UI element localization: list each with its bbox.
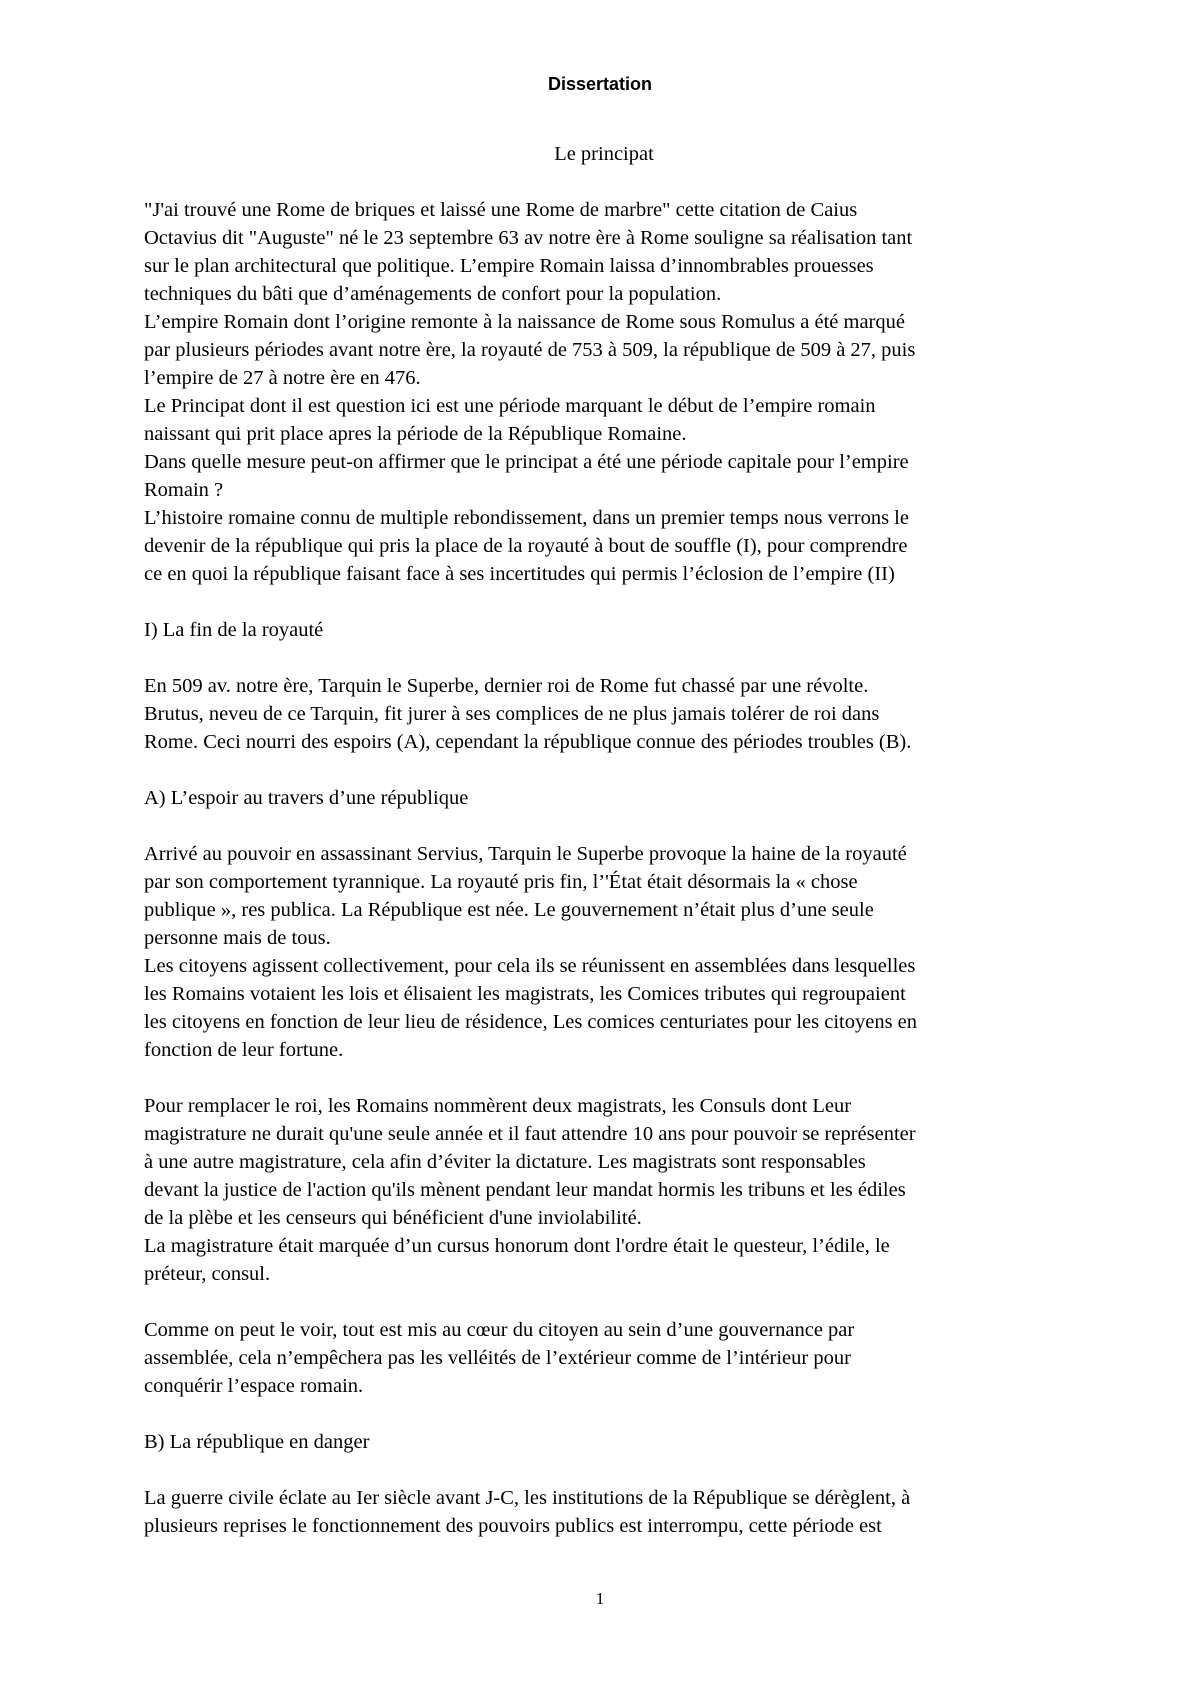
text-line: de la plèbe et les censeurs qui bénéficient d'une inviolabilité. [144, 1207, 642, 1229]
document-header: Dissertation [547, 74, 653, 94]
text-line: les citoyens en fonction de leur lieu de résidence, Les comices centuriates pour les citoyens en [144, 1011, 918, 1033]
text-line: Le Principat dont il est question ici est une période marquant le début de l’empire romain [144, 395, 876, 417]
text-line: Romain ? [144, 479, 224, 501]
part-a-paragraph-5 [144, 1316, 1064, 1400]
text-line: publique », res publica. La République est née. Le gouvernement n’était plus d’une seule [144, 899, 874, 921]
text-line: par son comportement tyrannique. La royauté pris fin, l’'État était désormais la « chose [144, 871, 858, 893]
intro-paragraph-2 [144, 308, 1064, 392]
text-line: personne mais de tous. [144, 927, 331, 949]
text-line: naissant qui prit place apres la période de la République Romaine. [144, 423, 687, 445]
text-line: assemblée, cela n’empêchera pas les velléités de l’extérieur comme de l’intérieur pour [144, 1347, 851, 1369]
text-line: "J'ai trouvé une Rome de briques et laissé une Rome de marbre" cette citation de Caius [144, 199, 858, 221]
text-line: En 509 av. notre ère, Tarquin le Superbe, dernier roi de Rome fut chassé par une révolte. [144, 675, 869, 697]
section-heading-part-one: I) La fin de la royauté [144, 619, 324, 641]
document-body [144, 140, 1064, 1540]
part-one-paragraph-1 [144, 672, 1064, 756]
part-a-paragraph-3 [144, 1092, 1064, 1232]
text-line: Les citoyens agissent collectivement, pour cela ils se réunissent en assemblées dans lesquelles [144, 955, 916, 977]
spacer [144, 1064, 1064, 1092]
text-line: L’empire Romain dont l’origine remonte à la naissance de Rome sous Romulus a été marqué [144, 311, 905, 333]
text-line: Arrivé au pouvoir en assassinant Servius, Tarquin le Superbe provoque la haine de la royauté [144, 843, 907, 865]
section-heading-part-a: A) L’espoir au travers d’une république [144, 787, 469, 809]
intro-paragraph-1 [144, 196, 1064, 308]
text-line: L’histoire romaine connu de multiple rebondissement, dans un premier temps nous verrons le [144, 507, 909, 529]
text-line: La guerre civile éclate au Ier siècle avant J-C, les institutions de la République se dérèglent, à [144, 1487, 911, 1509]
text-line: à une autre magistrature, cela afin d’éviter la dictature. Les magistrats sont responsables [144, 1151, 866, 1173]
text-line: Comme on peut le voir, tout est mis au cœur du citoyen au sein d’une gouvernance par [144, 1319, 855, 1341]
spacer [144, 756, 1064, 784]
part-a-paragraph-2 [144, 952, 1064, 1064]
part-b-paragraph-1 [144, 1484, 1064, 1540]
document-subtitle: Le principat [554, 143, 654, 165]
text-line: techniques du bâti que d’aménagements de confort pour la population. [144, 283, 722, 305]
spacer [144, 1288, 1064, 1316]
spacer [144, 168, 1064, 196]
text-line: plusieurs reprises le fonctionnement des pouvoirs publics est interrompu, cette période est [144, 1515, 882, 1537]
text-line: les Romains votaient les lois et élisaient les magistrats, les Comices tributes qui regroupaient [144, 983, 906, 1005]
text-line: Dans quelle mesure peut-on affirmer que le principat a été une période capitale pour l’empire [144, 451, 909, 473]
text-line: fonction de leur fortune. [144, 1039, 344, 1061]
text-line: Pour remplacer le roi, les Romains nommèrent deux magistrats, les Consuls dont Leur [144, 1095, 852, 1117]
text-line: devenir de la république qui pris la place de la royauté à bout de souffle (I), pour comprendre [144, 535, 908, 557]
section-heading-part-b: B) La république en danger [144, 1431, 370, 1453]
part-a-paragraph-1 [144, 840, 1064, 952]
text-line: ce en quoi la république faisant face à ses incertitudes qui permis l’éclosion de l’empire (II) [144, 563, 895, 585]
intro-paragraph-plan [144, 504, 1064, 588]
text-line: sur le plan architectural que politique. L’empire Romain laissa d’innombrables prouesses [144, 255, 874, 277]
spacer [144, 1456, 1064, 1484]
spacer [144, 1400, 1064, 1428]
spacer [144, 812, 1064, 840]
text-line: l’empire de 27 à notre ère en 476. [144, 367, 421, 389]
page-number: 1 [595, 1589, 605, 1608]
spacer [144, 644, 1064, 672]
text-line: conquérir l’espace romain. [144, 1375, 364, 1397]
text-line: préteur, consul. [144, 1263, 271, 1285]
text-line: devant la justice de l'action qu'ils mènent pendant leur mandat hormis les tribuns et les édiles [144, 1179, 906, 1201]
text-line: La magistrature était marquée d’un cursus honorum dont l'ordre était le questeur, l’édile, le [144, 1235, 890, 1257]
spacer [144, 588, 1064, 616]
intro-paragraph-3 [144, 392, 1064, 448]
text-line: Octavius dit "Auguste" né le 23 septembre 63 av notre ère à Rome souligne sa réalisation tant [144, 227, 913, 249]
text-line: Brutus, neveu de ce Tarquin, fit jurer à ses complices de ne plus jamais tolérer de roi dans [144, 703, 880, 725]
text-line: magistrature ne durait qu'une seule année et il faut attendre 10 ans pour pouvoir se représenter [144, 1123, 916, 1145]
text-line: par plusieurs périodes avant notre ère, la royauté de 753 à 509, la république de 509 à 27, puis [144, 339, 916, 361]
text-line: Rome. Ceci nourri des espoirs (A), cependant la république connue des périodes troubles (B). [144, 731, 912, 753]
part-a-paragraph-4 [144, 1232, 1064, 1288]
intro-paragraph-problematique [144, 448, 1064, 504]
